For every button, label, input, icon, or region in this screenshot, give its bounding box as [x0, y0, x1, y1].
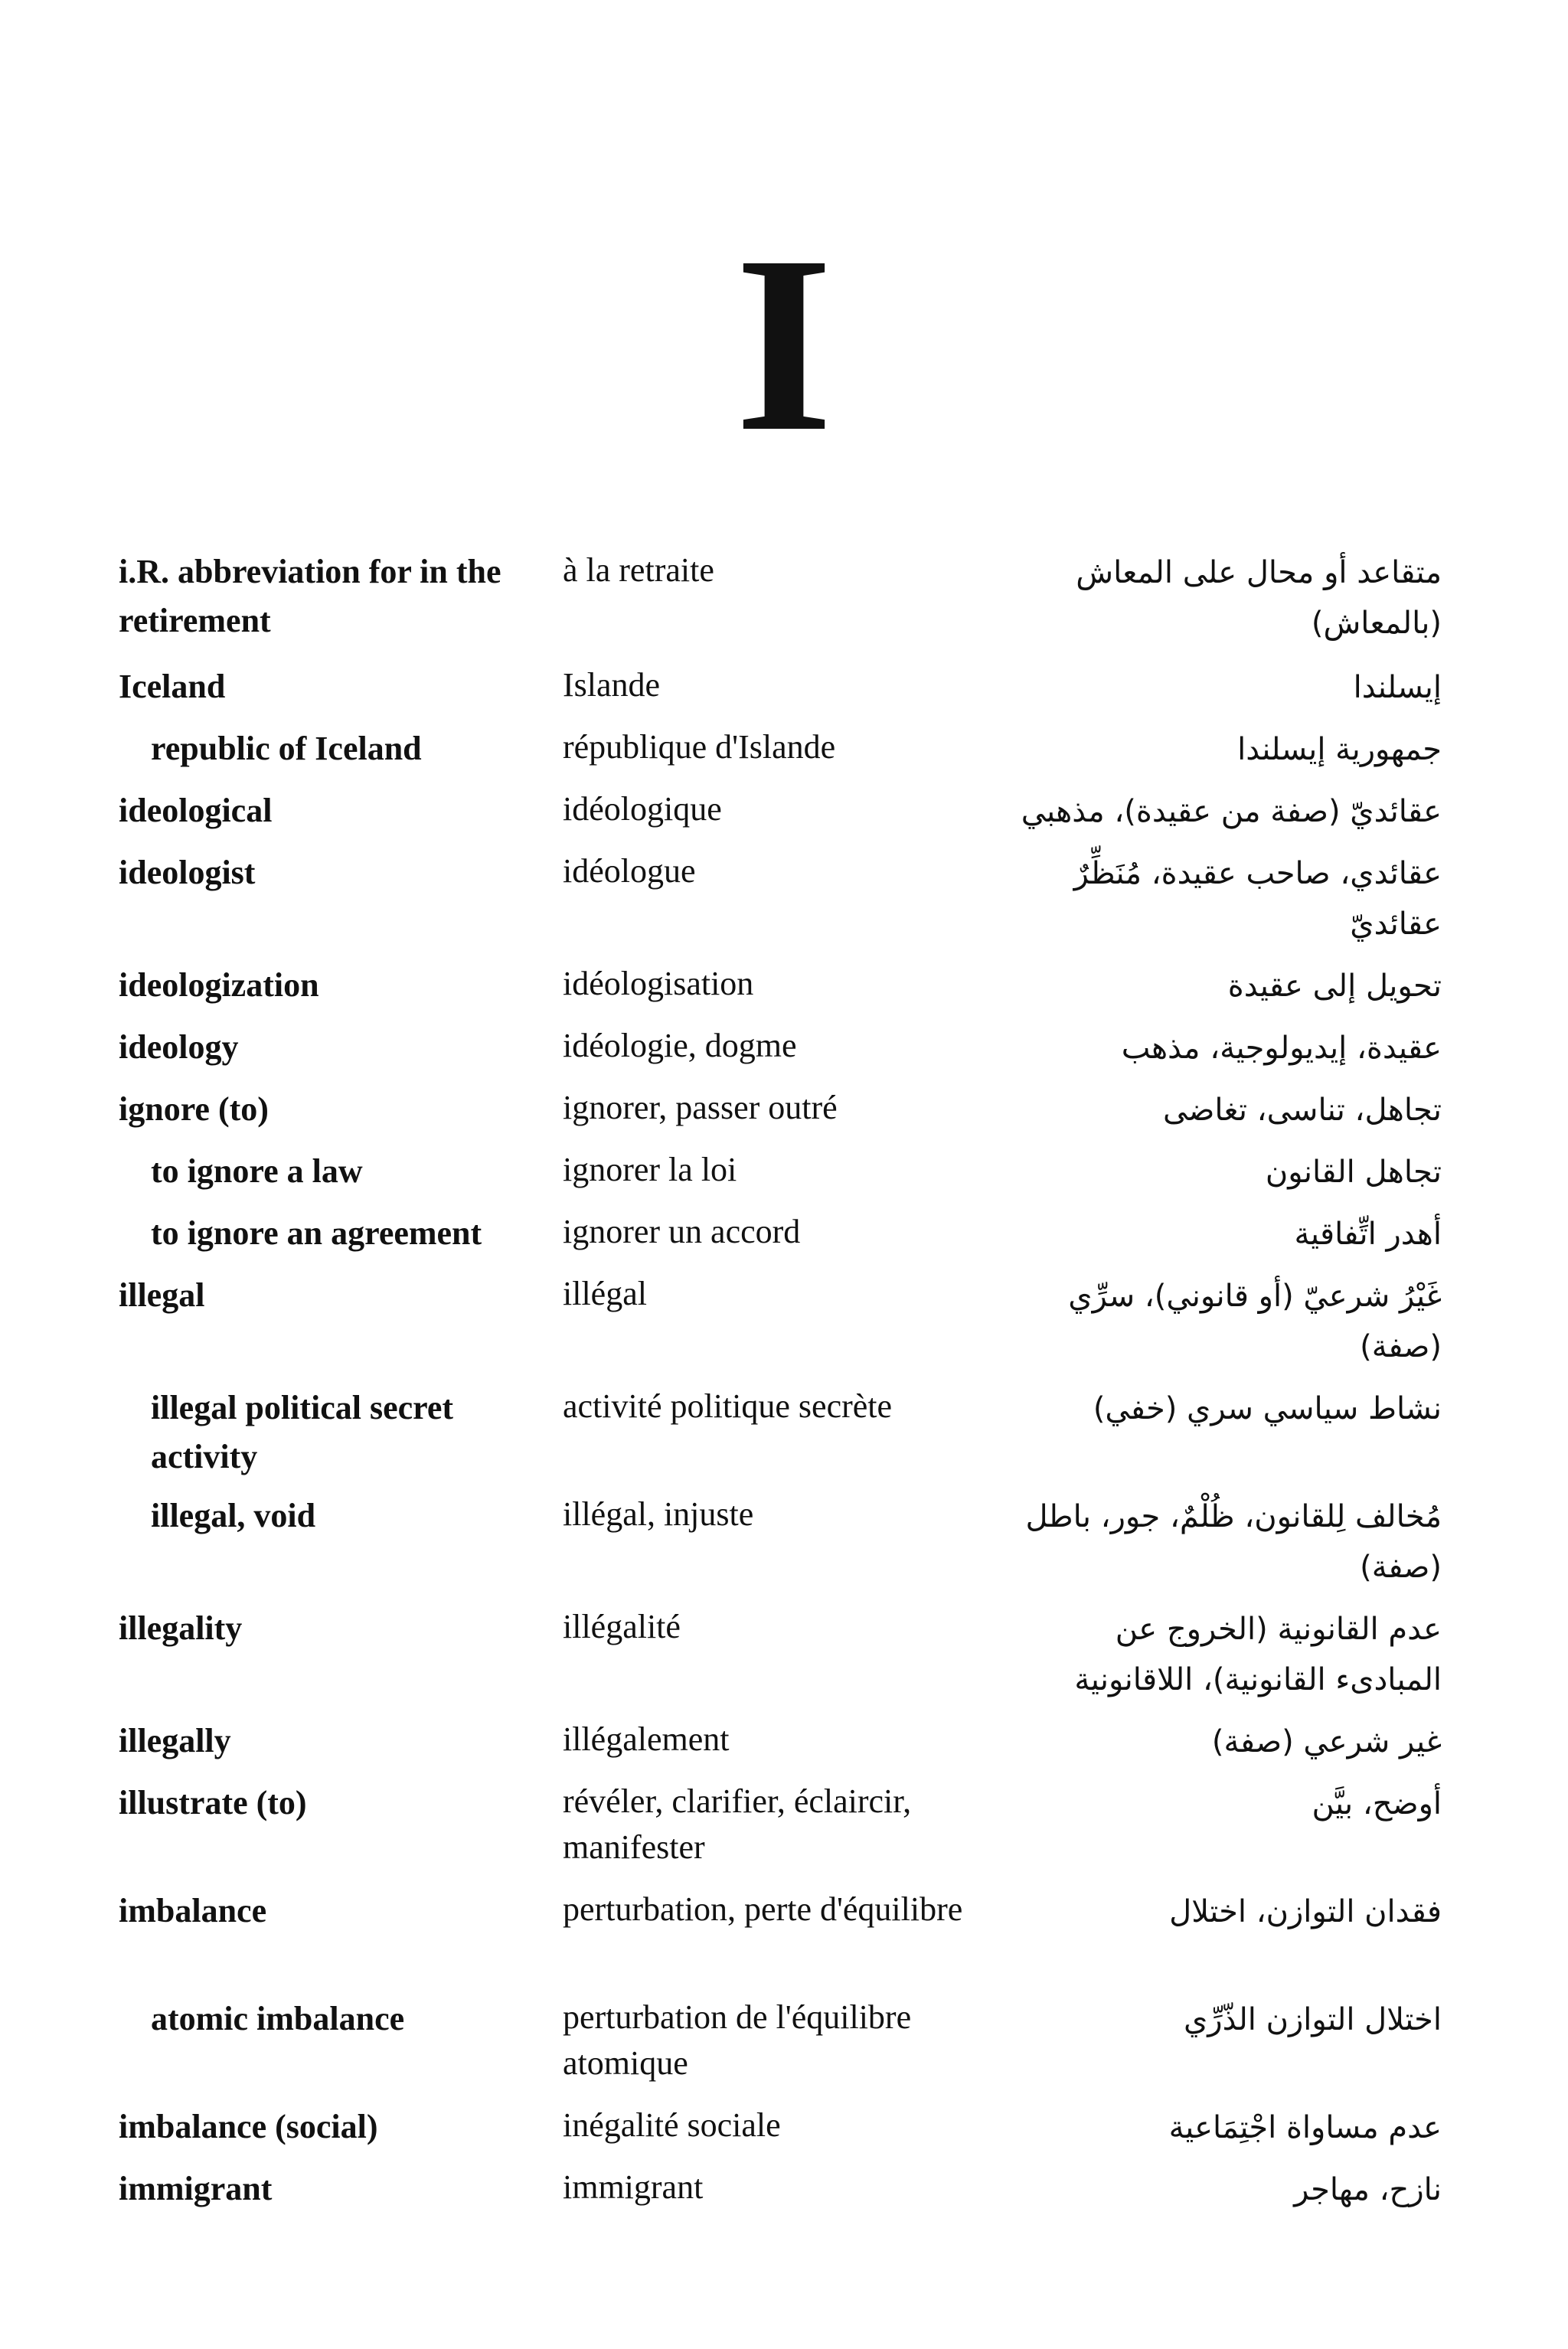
arabic-term: تجاهل، تناسى، تغاضى — [1163, 1093, 1442, 1128]
english-term: immigrant — [119, 2170, 273, 2207]
french-term: république d'Islande — [563, 728, 836, 766]
arabic-term: نازح، مهاجر — [1294, 2172, 1442, 2207]
section-letter: I — [734, 204, 834, 484]
french-term: idéologue — [563, 852, 696, 890]
french-term: illégalement — [563, 1720, 730, 1758]
dictionary-entry — [0, 1887, 1568, 1995]
english-term: ignore (to) — [119, 1090, 269, 1128]
french-term: idéologie, dogme — [563, 1027, 797, 1064]
arabic-term: غير شرعي (صفة) — [1211, 1724, 1442, 1759]
dictionary-entry — [0, 961, 1568, 1023]
english-term: ideology — [119, 1028, 239, 1066]
arabic-term: جمهورية إيسلندا — [1237, 732, 1442, 767]
french-term: révéler, clarifier, éclaircir, manifester — [563, 1782, 912, 1866]
arabic-term: مُخالف لِلقانون، ظُلْمٌ، جور، باطل (صفة) — [1025, 1499, 1442, 1585]
dictionary-entry — [0, 662, 1568, 724]
english-term: i.R. abbreviation for in the retirement — [119, 553, 501, 639]
dictionary-entry — [0, 1209, 1568, 1271]
french-term: perturbation, perte d'équilibre — [563, 1890, 963, 1928]
arabic-term: عقائديّ (صفة من عقيدة)، مذهبي — [1021, 794, 1442, 829]
english-term: illegal, void — [151, 1497, 316, 1534]
french-term: idéologisation — [563, 965, 754, 1002]
arabic-term: اختلال التوازن الذّرِّي — [1183, 2002, 1442, 2037]
arabic-term: تجاهل القانون — [1265, 1155, 1442, 1190]
english-term: illegally — [119, 1722, 231, 1759]
dictionary-entry — [0, 1085, 1568, 1147]
dictionary-entry — [0, 547, 1568, 662]
arabic-term: نشاط سياسي سري (خفي) — [1093, 1391, 1442, 1426]
dictionary-entry — [0, 1491, 1568, 1604]
dictionary-entry — [0, 1384, 1568, 1491]
dictionary-entry — [0, 1604, 1568, 1717]
arabic-term: إيسلندا — [1353, 670, 1442, 705]
english-term: imbalance — [119, 1892, 267, 1929]
english-term: to ignore an agreement — [151, 1214, 482, 1252]
english-term: illustrate (to) — [119, 1784, 307, 1821]
french-term: illégal — [563, 1275, 647, 1312]
arabic-term: فقدان التوازن، اختلال — [1169, 1894, 1442, 1929]
arabic-term: متقاعد أو محال على المعاش (بالمعاش) — [1076, 555, 1442, 641]
dictionary-entry — [0, 848, 1568, 961]
arabic-term: عدم القانونية (الخروج عن المبادىء القانونية)، اللاقانونية — [1074, 1612, 1442, 1697]
english-term: imbalance (social) — [119, 2108, 378, 2145]
french-term: Islande — [563, 666, 661, 704]
dictionary-entry — [0, 1995, 1568, 2102]
english-term: illegality — [119, 1609, 243, 1647]
dictionary-entry — [0, 2102, 1568, 2164]
arabic-term: عقائدي، صاحب عقيدة، مُنَظِّرٌ عقائديّ — [1073, 856, 1442, 942]
arabic-term: غَيْرُ شرعيّ (أو قانوني)، سرِّي (صفة) — [1068, 1279, 1442, 1364]
french-term: illégalité — [563, 1608, 681, 1645]
dictionary-entry — [0, 1717, 1568, 1779]
french-term: idéologique — [563, 790, 722, 828]
english-term: ideologization — [119, 966, 319, 1004]
french-term: immigrant — [563, 2168, 704, 2206]
english-term: ideological — [119, 792, 273, 829]
arabic-term: عدم مساواة اجْتِمَاعية — [1168, 2110, 1442, 2145]
dictionary-entry — [0, 2164, 1568, 2226]
dictionary-entry — [0, 1779, 1568, 1887]
english-term: atomic imbalance — [151, 2000, 405, 2037]
dictionary-entry — [0, 1271, 1568, 1384]
french-term: ignorer la loi — [563, 1151, 737, 1188]
french-term: à la retraite — [563, 551, 714, 589]
dictionary-entry — [0, 1023, 1568, 1085]
french-term: ignorer un accord — [563, 1213, 801, 1250]
arabic-term: تحويل إلى عقيدة — [1227, 969, 1442, 1004]
dictionary-entry — [0, 786, 1568, 848]
arabic-term: عقيدة، إيديولوجية، مذهب — [1121, 1031, 1442, 1066]
english-term: Iceland — [119, 668, 226, 705]
french-term: ignorer, passer outré — [563, 1089, 838, 1126]
dictionary-entry — [0, 724, 1568, 786]
dictionary-entries — [0, 547, 1568, 2226]
french-term: perturbation de l'équilibre atomique — [563, 1998, 912, 2082]
english-term: ideologist — [119, 854, 256, 891]
arabic-term: أوضح، بيَّن — [1312, 1786, 1442, 1821]
arabic-term: أهدر اتِّفاقية — [1294, 1217, 1442, 1252]
english-term: illegal — [119, 1276, 205, 1314]
english-term: republic of Iceland — [151, 730, 422, 767]
french-term: inégalité sociale — [563, 2106, 781, 2144]
dictionary-entry — [0, 1147, 1568, 1209]
french-term: activité politique secrète — [563, 1387, 893, 1425]
english-term: to ignore a law — [151, 1152, 363, 1190]
english-term: illegal political secret activity — [151, 1389, 454, 1475]
french-term: illégal, injuste — [563, 1495, 754, 1533]
